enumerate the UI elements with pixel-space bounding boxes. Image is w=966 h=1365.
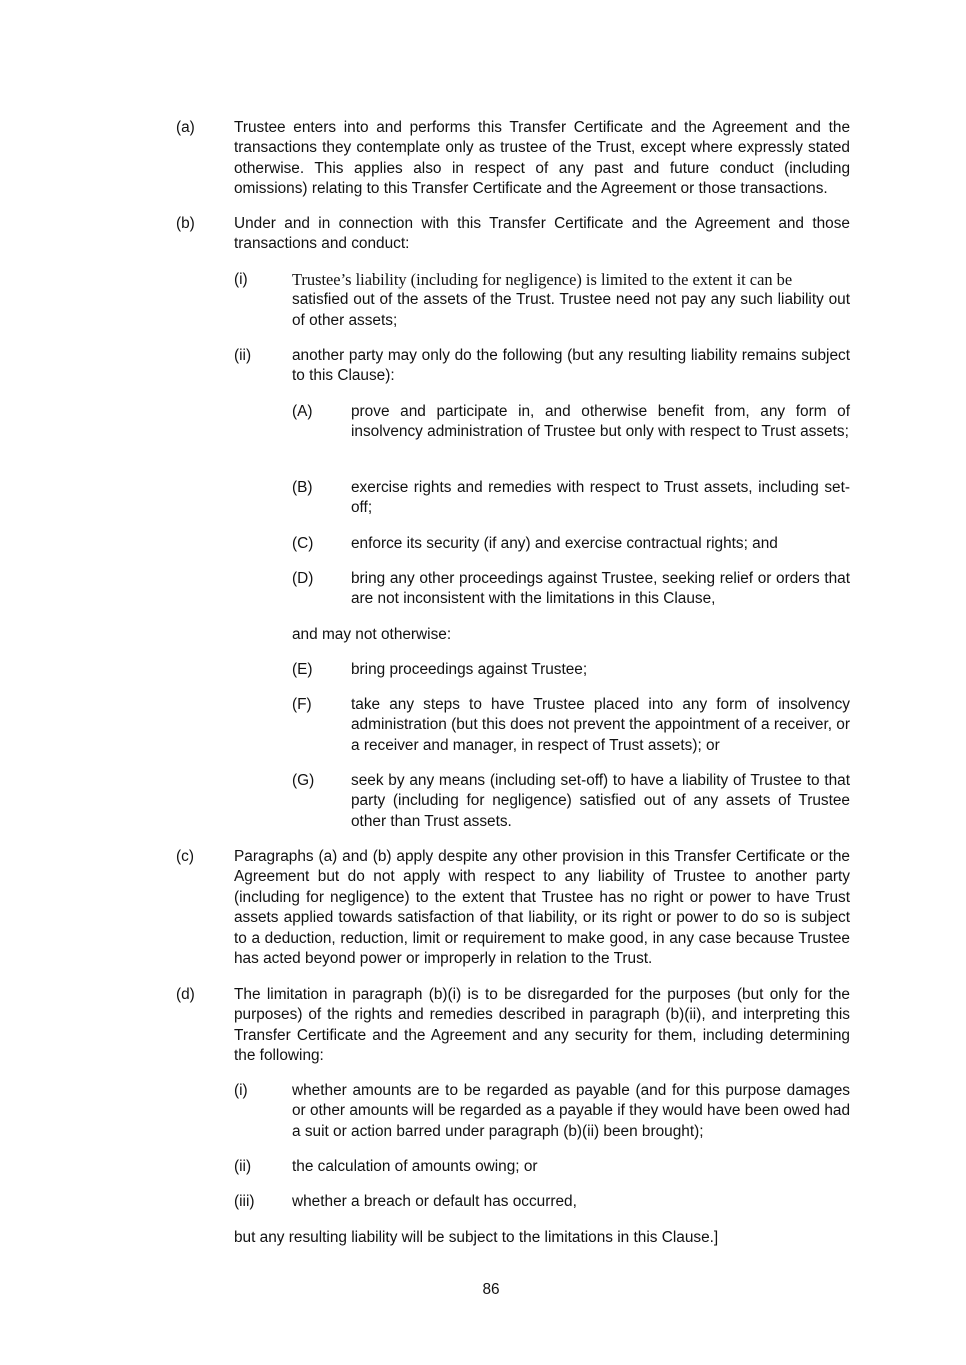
connector-text: and may not otherwise: — [292, 626, 452, 643]
paragraph-b-i-label: (i) — [234, 271, 248, 288]
paragraph-b-i-first-line: Trustee’s liability (including for negligence) is limited to the extent it can be — [292, 270, 793, 289]
paragraph-b-label: (b) — [176, 215, 195, 232]
paragraph-b-ii-E-label: (E) — [292, 661, 313, 678]
paragraph-b-ii-A-label: (A) — [292, 403, 313, 420]
paragraph-d-text: The limitation in paragraph (b)(i) is to be disregarded for the purposes (but only for the purposes) of the rights and remedies described in paragraph (b)(ii), and interpreting this Transfer Certificate and the Agreement and any security for them, including determining the following: — [234, 986, 850, 1065]
paragraph-b-ii-C-text: enforce its security (if any) and exercise contractual rights; and — [351, 535, 778, 552]
paragraph-b-ii-B-label: (B) — [292, 479, 313, 496]
paragraph-d-i-label: (i) — [234, 1082, 248, 1099]
page-number: 86 — [482, 1281, 500, 1298]
paragraph-b-ii-F-label: (F) — [292, 696, 312, 713]
paragraph-a-text: Trustee enters into and performs this Transfer Certificate and the Agreement and the transactions they contemplate only as trustee of the Trust, except where expressly stated otherwise. This applies also in respect of any past and future conduct (including omissions) relating to this Transfer Certificate and the Agreement or those transactions. — [234, 119, 850, 198]
paragraph-b-ii-label: (ii) — [234, 347, 252, 364]
paragraph-b-ii-G-label: (G) — [292, 772, 315, 789]
paragraph-b-i-text: satisfied out of the assets of the Trust. Trustee need not pay any such liability out of other assets; — [292, 291, 850, 329]
paragraph-d-ii-label: (ii) — [234, 1158, 252, 1175]
closing-text: but any resulting liability will be subject to the limitations in this Clause.] — [234, 1229, 719, 1246]
paragraph-b-ii-A-text: prove and participate in, and otherwise benefit from, any form of insolvency administration of Trustee but only with respect to Trust assets; — [351, 403, 850, 441]
paragraph-b-ii-B-text: exercise rights and remedies with respect to Trust assets, including set-off; — [351, 479, 850, 517]
paragraph-b-ii-C-label: (C) — [292, 535, 314, 552]
paragraph-c-text: Paragraphs (a) and (b) apply despite any other provision in this Transfer Certificate or the Agreement but do not apply with respect to any liability of Trustee to another party (including for negligence) to the extent that Trustee has no right or power to have Trust assets applied towards satisfaction of that liability, or its right or power to do so is subject to a deduction, reduction, limit or requirement to make good, in any case because Trustee has acted beyond power or improperly in relation to the Trust. — [234, 848, 850, 968]
paragraph-b-ii-text: another party may only do the following (but any resulting liability remains subject to this Clause): — [292, 347, 850, 385]
paragraph-d-ii-text: the calculation of amounts owing; or — [292, 1158, 538, 1175]
paragraph-d-iii-text: whether a breach or default has occurred, — [292, 1193, 577, 1210]
paragraph-a-label: (a) — [176, 119, 195, 136]
paragraph-b-text: Under and in connection with this Transfer Certificate and the Agreement and those transactions and conduct: — [234, 215, 850, 253]
paragraph-d-label: (d) — [176, 986, 195, 1003]
paragraph-b-ii-F-text: take any steps to have Trustee placed into any form of insolvency administration (but this does not prevent the appointment of a receiver, or a receiver and manager, in respect of Trust assets); or — [351, 696, 850, 754]
paragraph-b-ii-D-text: bring any other proceedings against Trustee, seeking relief or orders that are not inconsistent with the limitations in this Clause, — [351, 570, 850, 608]
paragraph-b-i-body — [292, 270, 850, 331]
paragraph-c-label: (c) — [176, 848, 194, 865]
paragraph-b-ii-E-text: bring proceedings against Trustee; — [351, 661, 588, 678]
paragraph-b-ii-G-text: seek by any means (including set-off) to have a liability of Trustee to that party (including for negligence) satisfied out of any assets of Trustee other than Trust assets. — [351, 772, 850, 830]
paragraph-d-i-text: whether amounts are to be regarded as payable (and for this purpose damages or other amounts will be regarded as a payable if they would have been owed had a suit or action barred under paragraph (b)(ii) been brought); — [292, 1082, 850, 1140]
paragraph-b-ii-D-label: (D) — [292, 570, 314, 587]
paragraph-d-iii-label: (iii) — [234, 1193, 255, 1210]
